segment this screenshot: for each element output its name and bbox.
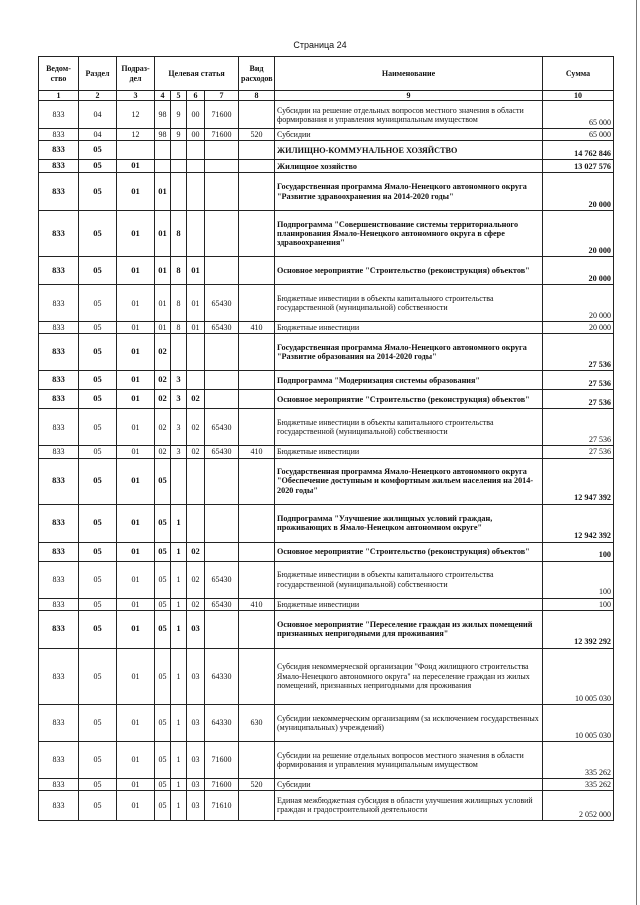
item-sum: 65 000 (543, 129, 614, 141)
event-code: 03 (187, 648, 205, 704)
direction-code: 71610 (205, 790, 239, 820)
subprogram-code: 1 (171, 741, 187, 778)
program-code: 05 (155, 778, 171, 790)
department-code: 833 (39, 371, 79, 390)
department-code: 833 (39, 610, 79, 648)
item-name: Единая межбюджетная субсидия в области улучшения жилищных условий граждан и градостроительной деятельности (275, 790, 543, 820)
item-sum: 12 942 392 (543, 504, 614, 542)
department-code: 833 (39, 285, 79, 322)
direction-code (205, 211, 239, 257)
item-sum: 335 262 (543, 741, 614, 778)
subsection-code: 01 (117, 458, 155, 504)
table-row (39, 390, 614, 409)
page-edge (636, 0, 637, 905)
subsection-code: 01 (117, 648, 155, 704)
direction-code: 65430 (205, 446, 239, 458)
table-row (39, 371, 614, 390)
header-subsection: Подраз-дел (117, 57, 155, 91)
direction-code: 64330 (205, 704, 239, 741)
subsection-code: 01 (117, 390, 155, 409)
item-name: Бюджетные инвестиции в объекты капитального строительства государственной (муниципальной) собственности (275, 285, 543, 322)
item-name: Подпрограмма "Улучшение жилищных условий граждан, проживающих в Ямало-Ненецком автономном округе" (275, 504, 543, 542)
item-sum: 27 536 (543, 371, 614, 390)
column-number: 1 (39, 91, 79, 101)
column-number: 3 (117, 91, 155, 101)
subprogram-code (171, 334, 187, 371)
column-number: 8 (239, 91, 275, 101)
item-sum: 100 (543, 561, 614, 598)
expense-type-code (239, 504, 275, 542)
subsection-code: 01 (117, 778, 155, 790)
column-number: 4 (155, 91, 171, 101)
expense-type-code: 520 (239, 778, 275, 790)
table-row (39, 257, 614, 285)
department-code: 833 (39, 390, 79, 409)
item-sum: 20 000 (543, 322, 614, 334)
expense-type-code (239, 542, 275, 561)
department-code: 833 (39, 704, 79, 741)
expense-type-code (239, 371, 275, 390)
subsection-code: 01 (117, 173, 155, 211)
table-row (39, 285, 614, 322)
event-code: 02 (187, 561, 205, 598)
department-code: 833 (39, 648, 79, 704)
section-code: 05 (79, 561, 117, 598)
department-code: 833 (39, 322, 79, 334)
table-row (39, 322, 614, 334)
subsection-code: 01 (117, 334, 155, 371)
subsection-code: 01 (117, 211, 155, 257)
subsection-code: 01 (117, 409, 155, 446)
subprogram-code: 8 (171, 211, 187, 257)
item-name: Жилищное хозяйство (275, 160, 543, 173)
table-row (39, 409, 614, 446)
direction-code: 71600 (205, 129, 239, 141)
item-sum: 27 536 (543, 334, 614, 371)
department-code: 833 (39, 446, 79, 458)
subsection-code: 01 (117, 257, 155, 285)
section-code: 05 (79, 504, 117, 542)
expense-type-code: 410 (239, 446, 275, 458)
subsection-code (117, 141, 155, 160)
subprogram-code: 1 (171, 704, 187, 741)
section-code: 05 (79, 322, 117, 334)
item-sum: 12 392 292 (543, 610, 614, 648)
item-sum: 13 027 576 (543, 160, 614, 173)
subprogram-code: 1 (171, 610, 187, 648)
expense-type-code: 410 (239, 598, 275, 610)
program-code: 05 (155, 704, 171, 741)
program-code: 98 (155, 101, 171, 129)
event-code (187, 141, 205, 160)
subsection-code: 01 (117, 160, 155, 173)
subprogram-code: 1 (171, 790, 187, 820)
subprogram-code: 8 (171, 257, 187, 285)
department-code: 833 (39, 458, 79, 504)
direction-code: 65430 (205, 561, 239, 598)
section-code: 05 (79, 257, 117, 285)
event-code (187, 160, 205, 173)
subprogram-code: 8 (171, 285, 187, 322)
header-section: Раздел (79, 57, 117, 91)
item-sum: 10 005 030 (543, 648, 614, 704)
program-code: 05 (155, 504, 171, 542)
direction-code (205, 334, 239, 371)
table-row (39, 160, 614, 173)
section-code: 05 (79, 334, 117, 371)
direction-code (205, 141, 239, 160)
subprogram-code (171, 173, 187, 211)
expense-type-code (239, 741, 275, 778)
event-code: 01 (187, 257, 205, 285)
item-sum: 20 000 (543, 285, 614, 322)
item-sum: 100 (543, 598, 614, 610)
table-row (39, 334, 614, 371)
event-code: 02 (187, 409, 205, 446)
table-row (39, 778, 614, 790)
event-code: 03 (187, 790, 205, 820)
item-sum: 14 762 846 (543, 141, 614, 160)
subprogram-code (171, 458, 187, 504)
section-code: 05 (79, 598, 117, 610)
column-number: 10 (543, 91, 614, 101)
item-sum: 20 000 (543, 211, 614, 257)
budget-table (38, 56, 614, 821)
table-row (39, 542, 614, 561)
subprogram-code: 9 (171, 129, 187, 141)
department-code: 833 (39, 101, 79, 129)
section-code: 05 (79, 173, 117, 211)
item-name: Субсидии некоммерческим организациям (за исключением государственных (муниципальных) учреждений) (275, 704, 543, 741)
section-code: 05 (79, 160, 117, 173)
expense-type-code (239, 285, 275, 322)
section-code: 05 (79, 610, 117, 648)
expense-type-code (239, 257, 275, 285)
direction-code (205, 610, 239, 648)
department-code: 833 (39, 790, 79, 820)
department-code: 833 (39, 598, 79, 610)
program-code: 02 (155, 409, 171, 446)
direction-code (205, 542, 239, 561)
subsection-code: 01 (117, 446, 155, 458)
subprogram-code (171, 160, 187, 173)
program-code: 01 (155, 285, 171, 322)
subsection-code: 01 (117, 704, 155, 741)
program-code: 05 (155, 741, 171, 778)
item-name: Государственная программа Ямало-Ненецкого автономного округа "Развитие здравоохранения на 2014-2020 годы" (275, 173, 543, 211)
section-code: 05 (79, 409, 117, 446)
direction-code (205, 173, 239, 211)
item-name: Бюджетные инвестиции в объекты капитального строительства государственной (муниципальной) собственности (275, 561, 543, 598)
section-code: 05 (79, 141, 117, 160)
item-name: Подпрограмма "Совершенствование системы территориального планирования Ямало-Ненецкого автономного округа в сфере здравоохранения" (275, 211, 543, 257)
section-code: 05 (79, 390, 117, 409)
direction-code: 65430 (205, 598, 239, 610)
subsection-code: 01 (117, 542, 155, 561)
expense-type-code (239, 334, 275, 371)
expense-type-code (239, 101, 275, 129)
subprogram-code: 9 (171, 101, 187, 129)
event-code: 03 (187, 704, 205, 741)
department-code: 833 (39, 129, 79, 141)
department-code: 833 (39, 409, 79, 446)
direction-code (205, 160, 239, 173)
section-code: 05 (79, 285, 117, 322)
event-code: 00 (187, 101, 205, 129)
item-sum: 27 536 (543, 390, 614, 409)
table-row (39, 141, 614, 160)
expense-type-code (239, 160, 275, 173)
direction-code: 71600 (205, 778, 239, 790)
subprogram-code: 1 (171, 561, 187, 598)
item-name: Субсидии на решение отдельных вопросов местного значения в области формирования и управления муниципальным имуществом (275, 101, 543, 129)
program-code: 02 (155, 390, 171, 409)
item-name: Основное мероприятие "Строительство (реконструкция) объектов" (275, 390, 543, 409)
event-code (187, 371, 205, 390)
item-name: Государственная программа Ямало-Ненецкого автономного округа "Обеспечение доступным и комфортным жильем населения на 2014-2020 годы" (275, 458, 543, 504)
item-sum: 335 262 (543, 778, 614, 790)
program-code: 05 (155, 561, 171, 598)
event-code: 03 (187, 610, 205, 648)
item-name: Государственная программа Ямало-Ненецкого автономного округа "Развитие образования на 2014-2020 годы" (275, 334, 543, 371)
direction-code (205, 371, 239, 390)
item-name: Основное мероприятие "Строительство (реконструкция) объектов" (275, 257, 543, 285)
header-target-item: Целевая статья (155, 57, 239, 91)
item-sum: 20 000 (543, 173, 614, 211)
expense-type-code: 630 (239, 704, 275, 741)
item-sum: 27 536 (543, 409, 614, 446)
item-name: Бюджетные инвестиции (275, 598, 543, 610)
event-code (187, 211, 205, 257)
table-row (39, 211, 614, 257)
subprogram-code: 3 (171, 409, 187, 446)
program-code (155, 141, 171, 160)
header-sum: Сумма (543, 57, 614, 91)
table-row (39, 446, 614, 458)
table-row (39, 598, 614, 610)
direction-code: 71600 (205, 741, 239, 778)
program-code: 01 (155, 211, 171, 257)
event-code: 01 (187, 285, 205, 322)
table-row (39, 741, 614, 778)
section-code: 05 (79, 458, 117, 504)
subsection-code: 01 (117, 610, 155, 648)
subprogram-code: 3 (171, 390, 187, 409)
section-code: 05 (79, 542, 117, 561)
table-row (39, 610, 614, 648)
column-number: 6 (187, 91, 205, 101)
department-code: 833 (39, 741, 79, 778)
column-number: 7 (205, 91, 239, 101)
header-expense-type: Вид расходов (239, 57, 275, 91)
item-name: Субсидии (275, 129, 543, 141)
table-row (39, 173, 614, 211)
department-code: 833 (39, 334, 79, 371)
direction-code: 71600 (205, 101, 239, 129)
subsection-code: 01 (117, 598, 155, 610)
table-row (39, 561, 614, 598)
subprogram-code: 1 (171, 598, 187, 610)
subsection-code: 12 (117, 101, 155, 129)
program-code: 05 (155, 542, 171, 561)
subsection-code: 01 (117, 504, 155, 542)
item-name: Основное мероприятие "Строительство (реконструкция) объектов" (275, 542, 543, 561)
subsection-code: 01 (117, 790, 155, 820)
subprogram-code: 3 (171, 446, 187, 458)
program-code: 01 (155, 257, 171, 285)
item-sum: 27 536 (543, 446, 614, 458)
expense-type-code (239, 390, 275, 409)
item-name: Субсидия некоммерческой организации "Фонд жилищного строительства Ямало-Ненецкого автономного округа" на переселение граждан из жилых помещений, признанных непригодными для проживания (275, 648, 543, 704)
item-sum: 65 000 (543, 101, 614, 129)
section-code: 05 (79, 790, 117, 820)
column-number: 5 (171, 91, 187, 101)
department-code: 833 (39, 778, 79, 790)
expense-type-code (239, 458, 275, 504)
department-code: 833 (39, 561, 79, 598)
department-code: 833 (39, 542, 79, 561)
table-row (39, 129, 614, 141)
program-code: 05 (155, 598, 171, 610)
expense-type-code (239, 790, 275, 820)
event-code: 02 (187, 446, 205, 458)
item-sum: 12 947 392 (543, 458, 614, 504)
table-row (39, 101, 614, 129)
section-code: 05 (79, 648, 117, 704)
program-code: 05 (155, 648, 171, 704)
item-name: Основное мероприятие "Переселение граждан из жилых помещений признанных непригодными для проживания" (275, 610, 543, 648)
direction-code (205, 458, 239, 504)
event-code (187, 334, 205, 371)
subsection-code: 12 (117, 129, 155, 141)
item-name: Бюджетные инвестиции (275, 446, 543, 458)
department-code: 833 (39, 173, 79, 211)
direction-code: 65430 (205, 285, 239, 322)
header-row (39, 57, 614, 91)
program-code: 01 (155, 322, 171, 334)
subprogram-code: 8 (171, 322, 187, 334)
item-name: Бюджетные инвестиции в объекты капитального строительства государственной (муниципальной) собственности (275, 409, 543, 446)
subprogram-code (171, 141, 187, 160)
table-row (39, 790, 614, 820)
section-code: 05 (79, 704, 117, 741)
direction-code: 64330 (205, 648, 239, 704)
event-code: 03 (187, 778, 205, 790)
column-number-row (39, 91, 614, 101)
section-code: 04 (79, 101, 117, 129)
department-code: 833 (39, 257, 79, 285)
expense-type-code (239, 648, 275, 704)
item-sum: 20 000 (543, 257, 614, 285)
subsection-code: 01 (117, 285, 155, 322)
department-code: 833 (39, 211, 79, 257)
expense-type-code (239, 141, 275, 160)
program-code: 02 (155, 334, 171, 371)
direction-code (205, 390, 239, 409)
department-code: 833 (39, 141, 79, 160)
program-code: 98 (155, 129, 171, 141)
event-code: 03 (187, 741, 205, 778)
header-name: Наименование (275, 57, 543, 91)
subsection-code: 01 (117, 371, 155, 390)
item-name: ЖИЛИЩНО-КОММУНАЛЬНОЕ ХОЗЯЙСТВО (275, 141, 543, 160)
event-code: 02 (187, 598, 205, 610)
event-code (187, 504, 205, 542)
column-number: 9 (275, 91, 543, 101)
table-body (39, 101, 614, 821)
direction-code: 65430 (205, 409, 239, 446)
program-code (155, 160, 171, 173)
direction-code (205, 257, 239, 285)
program-code: 05 (155, 790, 171, 820)
event-code (187, 458, 205, 504)
department-code: 833 (39, 160, 79, 173)
direction-code (205, 504, 239, 542)
event-code: 00 (187, 129, 205, 141)
event-code (187, 173, 205, 211)
program-code: 05 (155, 610, 171, 648)
item-sum: 2 052 000 (543, 790, 614, 820)
table-row (39, 504, 614, 542)
expense-type-code (239, 610, 275, 648)
header-department: Ведом-ство (39, 57, 79, 91)
section-code: 04 (79, 129, 117, 141)
item-sum: 10 005 030 (543, 704, 614, 741)
column-number: 2 (79, 91, 117, 101)
expense-type-code (239, 211, 275, 257)
expense-type-code (239, 561, 275, 598)
section-code: 05 (79, 446, 117, 458)
subprogram-code: 1 (171, 648, 187, 704)
expense-type-code (239, 173, 275, 211)
item-name: Субсидии (275, 778, 543, 790)
item-sum: 100 (543, 542, 614, 561)
subprogram-code: 1 (171, 778, 187, 790)
item-name: Бюджетные инвестиции (275, 322, 543, 334)
subsection-code: 01 (117, 741, 155, 778)
program-code: 01 (155, 173, 171, 211)
table-row (39, 704, 614, 741)
section-code: 05 (79, 211, 117, 257)
subsection-code: 01 (117, 561, 155, 598)
section-code: 05 (79, 371, 117, 390)
program-code: 02 (155, 371, 171, 390)
department-code: 833 (39, 504, 79, 542)
item-name: Подпрограмма "Модернизация системы образования" (275, 371, 543, 390)
table-row (39, 648, 614, 704)
expense-type-code: 520 (239, 129, 275, 141)
expense-type-code (239, 409, 275, 446)
event-code: 01 (187, 322, 205, 334)
subprogram-code: 1 (171, 542, 187, 561)
event-code: 02 (187, 390, 205, 409)
direction-code: 65430 (205, 322, 239, 334)
subprogram-code: 3 (171, 371, 187, 390)
item-name: Субсидии на решение отдельных вопросов местного значения в области формирования и управления муниципальным имуществом (275, 741, 543, 778)
page-title: Страница 24 (293, 40, 347, 50)
program-code: 02 (155, 446, 171, 458)
section-code: 05 (79, 778, 117, 790)
program-code: 05 (155, 458, 171, 504)
section-code: 05 (79, 741, 117, 778)
subprogram-code: 1 (171, 504, 187, 542)
table-row (39, 458, 614, 504)
event-code: 02 (187, 542, 205, 561)
subsection-code: 01 (117, 322, 155, 334)
expense-type-code: 410 (239, 322, 275, 334)
